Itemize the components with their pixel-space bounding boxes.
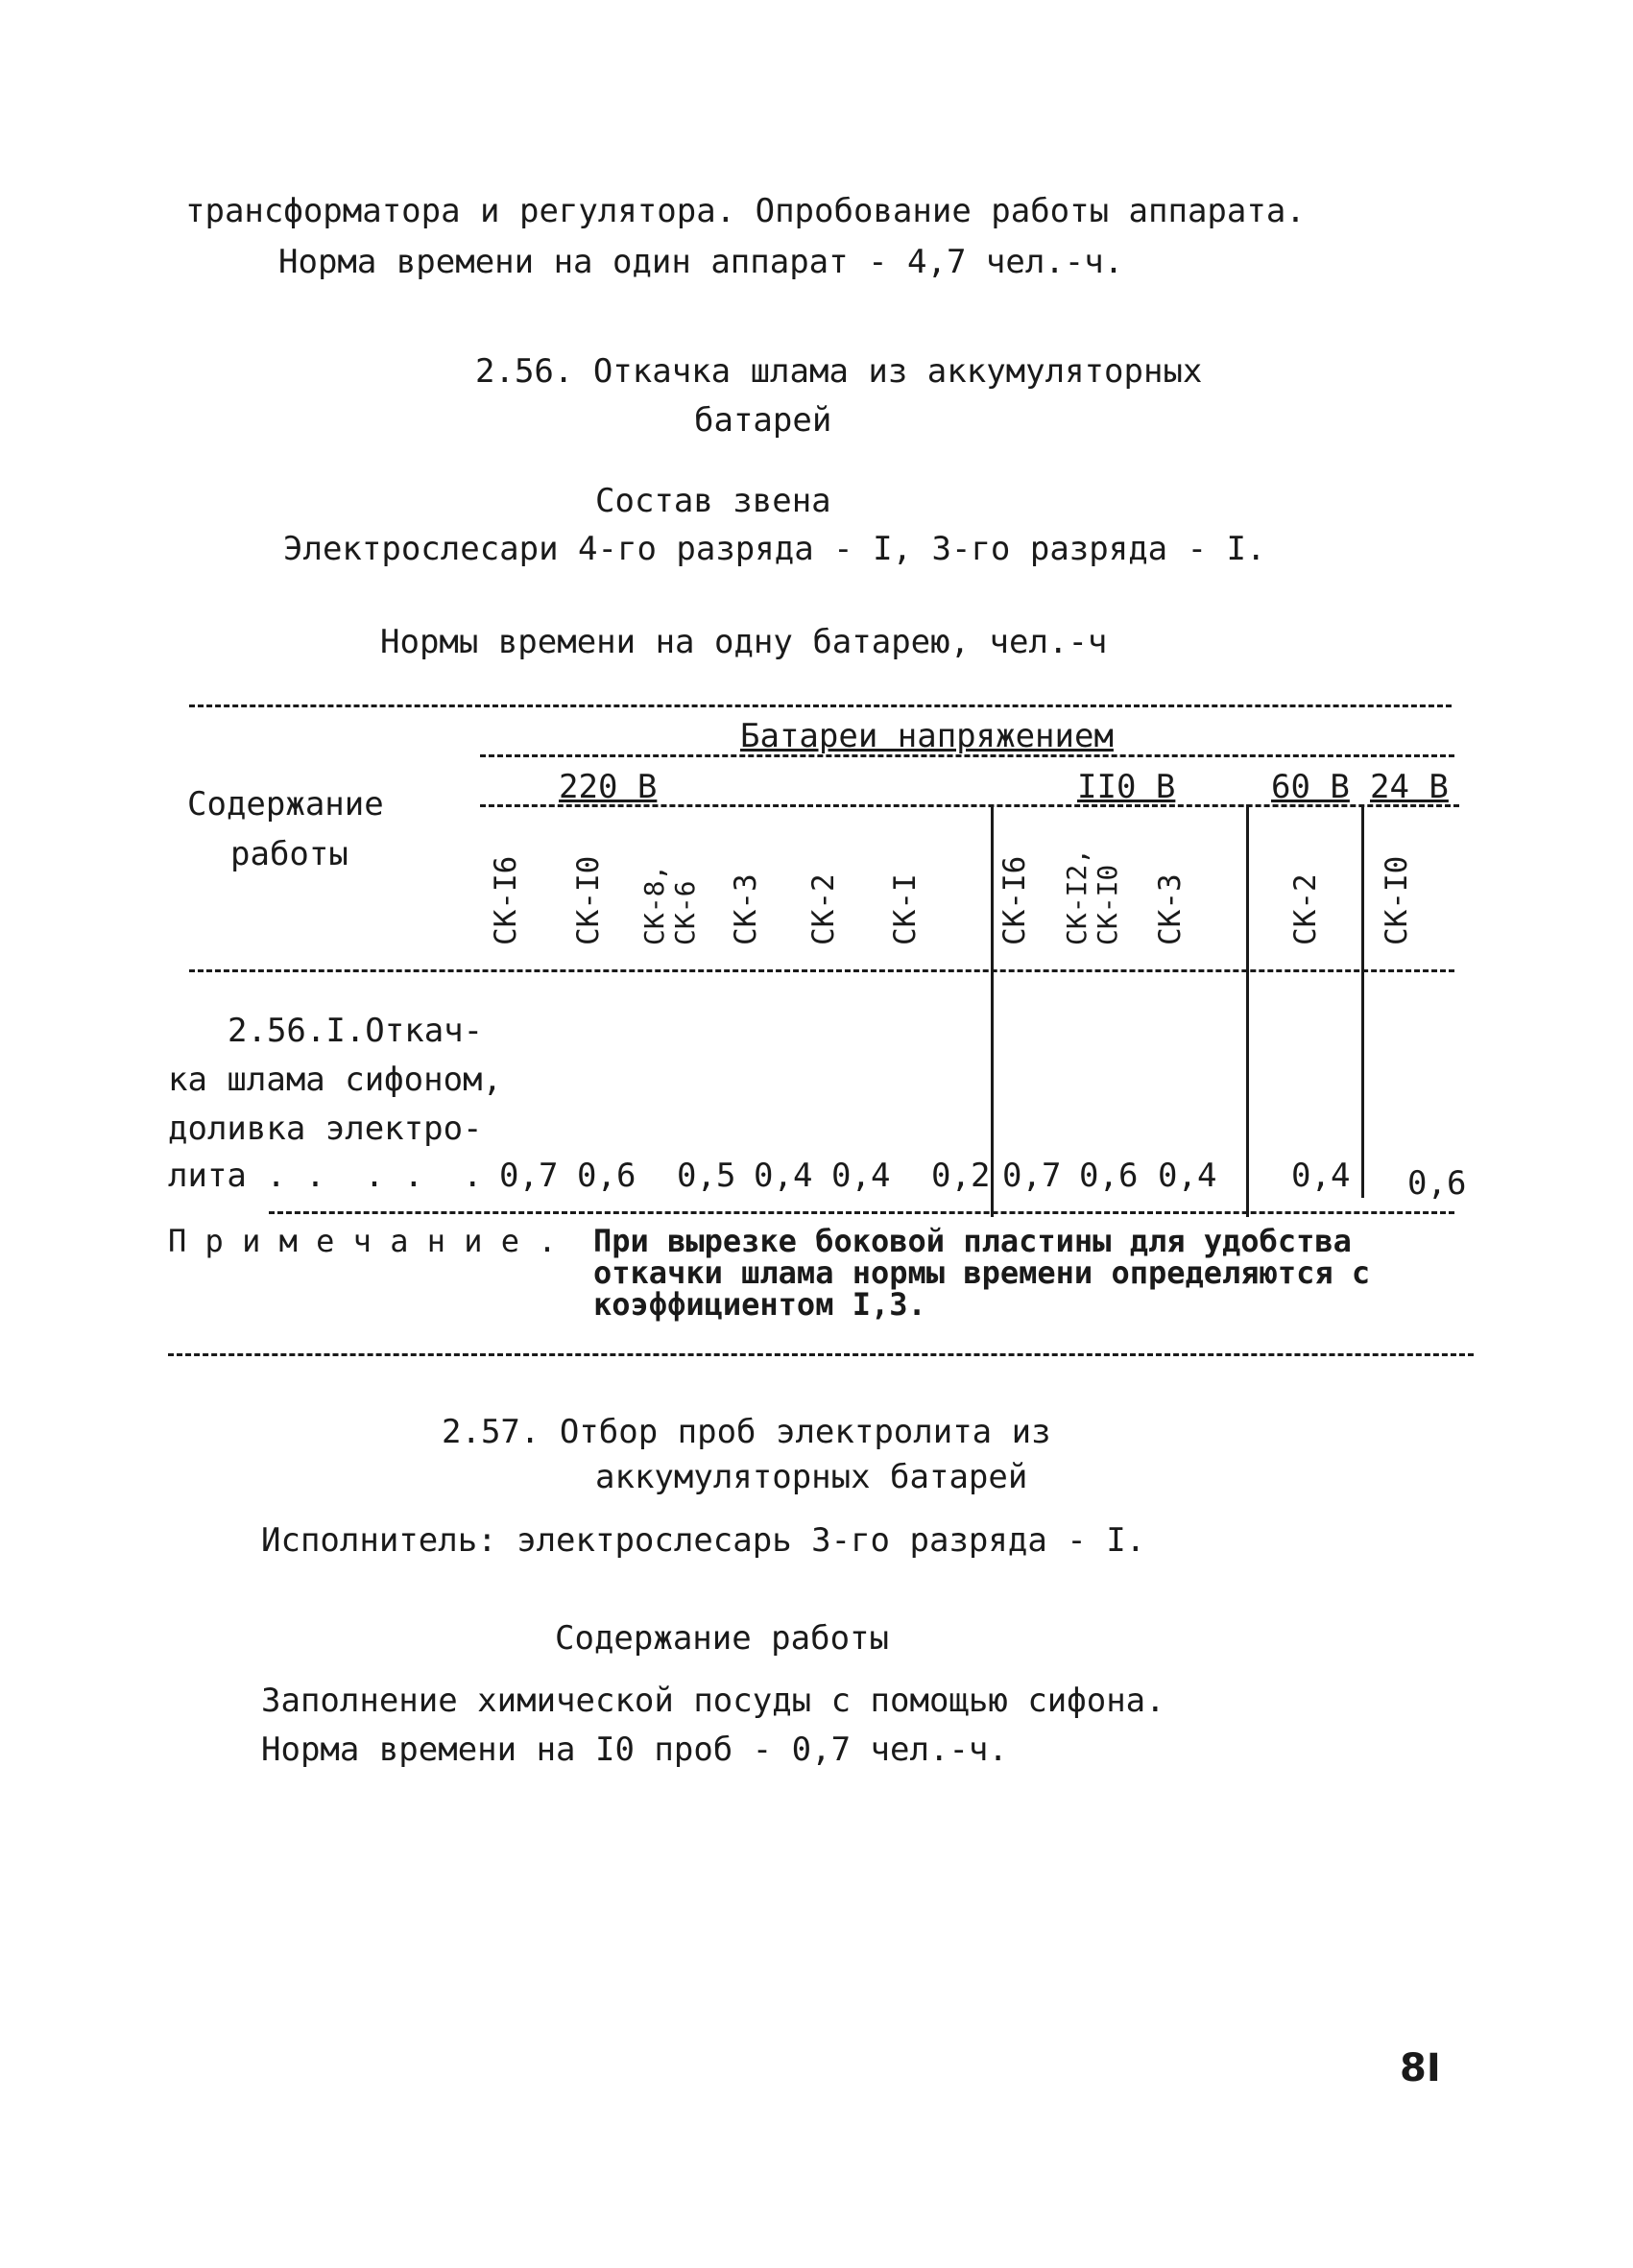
table-caption: Нормы времени на одну батарею, чел.-ч	[380, 623, 1108, 661]
value-60-ck2: 0,4	[1291, 1157, 1351, 1195]
section-257-title-line-2: аккумуляторных батарей	[595, 1458, 1028, 1496]
note-line-1: При вырезке боковой пластины для удобства	[593, 1223, 1352, 1259]
divider-220-110	[991, 804, 994, 1217]
voltage-24: 24 В	[1366, 771, 1453, 803]
work-header-line-1: Содержание	[187, 785, 384, 824]
column-header-ck8-ck6-b: СК-6	[669, 880, 701, 945]
column-header-ck1: СК-I	[888, 873, 923, 945]
row-label-line-1: 2.56.I.Откач-	[228, 1012, 484, 1050]
column-header-24-ck10: СК-I0	[1380, 855, 1414, 945]
value-220-ck2: 0,4	[831, 1157, 891, 1195]
note-line-2: откачки шлама нормы времени определяются с	[593, 1254, 1371, 1291]
column-header-ck10: СК-I0	[571, 855, 606, 945]
value-220-ck1: 0,2	[931, 1157, 991, 1195]
page-number: 8I	[1400, 2046, 1441, 2090]
column-header-ck8-ck6-a: СК-8,	[638, 864, 670, 945]
value-220-ck8-ck6: 0,5	[677, 1157, 736, 1195]
column-header-110-ck16: СК-I6	[997, 855, 1032, 945]
value-110-ck3: 0,4	[1158, 1157, 1217, 1195]
value-220-ck3: 0,4	[754, 1157, 813, 1195]
note-bottom-rule	[168, 1353, 1474, 1356]
column-header-ck16: СК-I6	[489, 855, 523, 945]
voltage-110: II0 В	[1073, 771, 1179, 803]
voltage-220: 220 В	[555, 771, 660, 803]
crew-text: Электрослесари 4-го разряда - I, 3-го разряда - I.	[283, 530, 1266, 568]
note-label: П р и м е ч а н и е .	[168, 1223, 557, 1259]
column-header-110-ck3: СК-3	[1153, 873, 1188, 945]
divider-60-24	[1361, 804, 1364, 1198]
section-257-executor: Исполнитель: электрослесарь 3-го разряда - I.	[261, 1521, 1146, 1560]
section-256-title-line-2: батарей	[694, 401, 832, 440]
section-257-content-heading: Содержание работы	[555, 1619, 889, 1658]
value-220-ck16: 0,7	[499, 1157, 559, 1195]
section-257-title-line-1: 2.57. Отбор проб электролита из	[442, 1413, 1051, 1451]
row-label-line-4: лита . . . . .	[168, 1157, 483, 1195]
crew-heading: Состав звена	[595, 482, 831, 520]
table-top-rule	[189, 704, 1452, 707]
column-header-ck3: СК-3	[729, 873, 763, 945]
group-header: Батареи напряжением	[734, 720, 1119, 752]
row-label-line-3: доливка электро-	[168, 1110, 483, 1148]
column-header-60-ck2: СК-2	[1288, 873, 1323, 945]
intro-line-1: трансформатора и регулятора. Опробование работы аппарата.	[185, 192, 1306, 230]
column-header-ck2: СК-2	[806, 873, 841, 945]
value-110-ck16: 0,7	[1002, 1157, 1062, 1195]
note-line-3: коэффициентом I,3.	[593, 1286, 926, 1323]
value-110-ck12-ck10: 0,6	[1079, 1157, 1139, 1195]
section-256-title-line-1: 2.56. Откачка шлама из аккумуляторных	[475, 352, 1203, 391]
column-header-ck12-ck10-b: СК-I0	[1092, 864, 1123, 945]
table-bottom-rule	[269, 1211, 1454, 1214]
divider-110-60	[1246, 804, 1249, 1217]
row-label-line-2: ка шлама сифоном,	[168, 1061, 502, 1099]
section-257-content-line-2: Норма времени на I0 проб - 0,7 чел.-ч.	[261, 1731, 1008, 1769]
value-24-ck10: 0,6	[1407, 1164, 1467, 1203]
work-header-line-2: работы	[230, 835, 348, 873]
table-header-rule	[189, 969, 1454, 972]
column-header-ck12-ck10-a: СК-I2,	[1061, 848, 1093, 945]
voltage-60: 60 В	[1267, 771, 1354, 803]
section-257-content-line-1: Заполнение химической посуды с помощью сифона.	[261, 1682, 1165, 1720]
intro-line-2: Норма времени на один аппарат - 4,7 чел.-ч.	[278, 243, 1124, 281]
value-220-ck10: 0,6	[577, 1157, 636, 1195]
